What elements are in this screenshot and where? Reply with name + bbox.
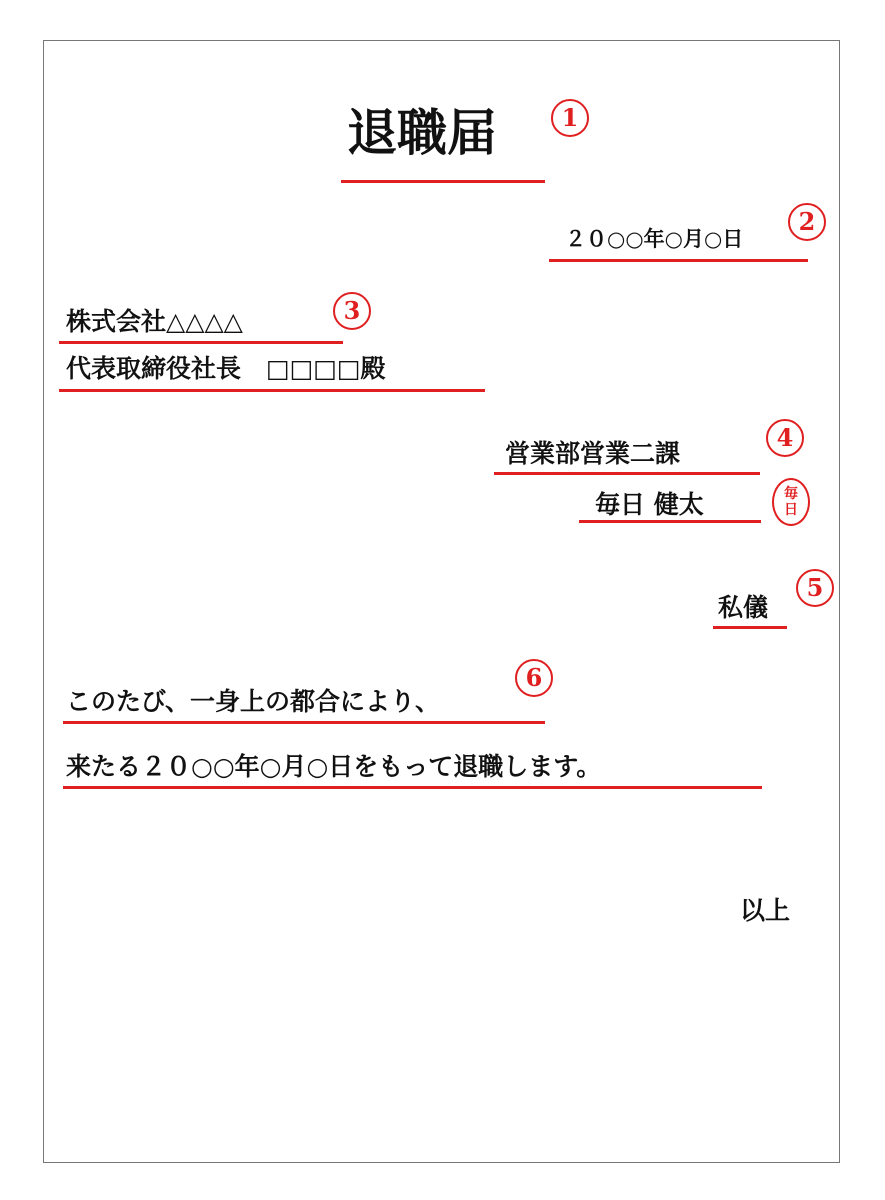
recipient-name: 代表取締役社長 □□□□殿	[66, 354, 386, 383]
annotation-4: 4	[766, 419, 804, 457]
recipient-company: 株式会社△△△△	[66, 307, 243, 336]
annotation-5: 5	[796, 569, 834, 607]
recipient-company-underline	[59, 341, 343, 344]
body-line-2: 来たる２０○○年○月○日をもって退職します。	[66, 752, 602, 781]
annotation-2: 2	[788, 203, 826, 241]
sender-department-underline	[494, 472, 760, 475]
recipient-name-underline	[59, 389, 485, 392]
date-underline	[549, 259, 808, 262]
annotation-6: 6	[515, 659, 553, 697]
opening-underline	[713, 626, 787, 629]
personal-seal	[772, 478, 810, 526]
annotation-3: 3	[333, 292, 371, 330]
body-line-1-underline	[63, 721, 545, 724]
document-title: 退職届	[347, 103, 497, 162]
opening-text: 私儀	[718, 593, 769, 622]
date-text: ２０○○年○月○日	[565, 226, 744, 251]
closing-text: 以上	[740, 896, 791, 925]
seal-char-2: 日	[784, 502, 798, 518]
annotation-1: 1	[551, 99, 589, 137]
body-line-2-underline	[63, 786, 762, 789]
sender-name: 毎日 健太	[595, 490, 704, 519]
title-underline	[341, 180, 545, 183]
seal-char-1: 毎	[784, 486, 798, 502]
sender-department: 営業部営業二課	[505, 439, 681, 468]
body-line-1: このたび、一身上の都合により、	[66, 687, 441, 716]
sender-name-underline	[579, 520, 761, 523]
